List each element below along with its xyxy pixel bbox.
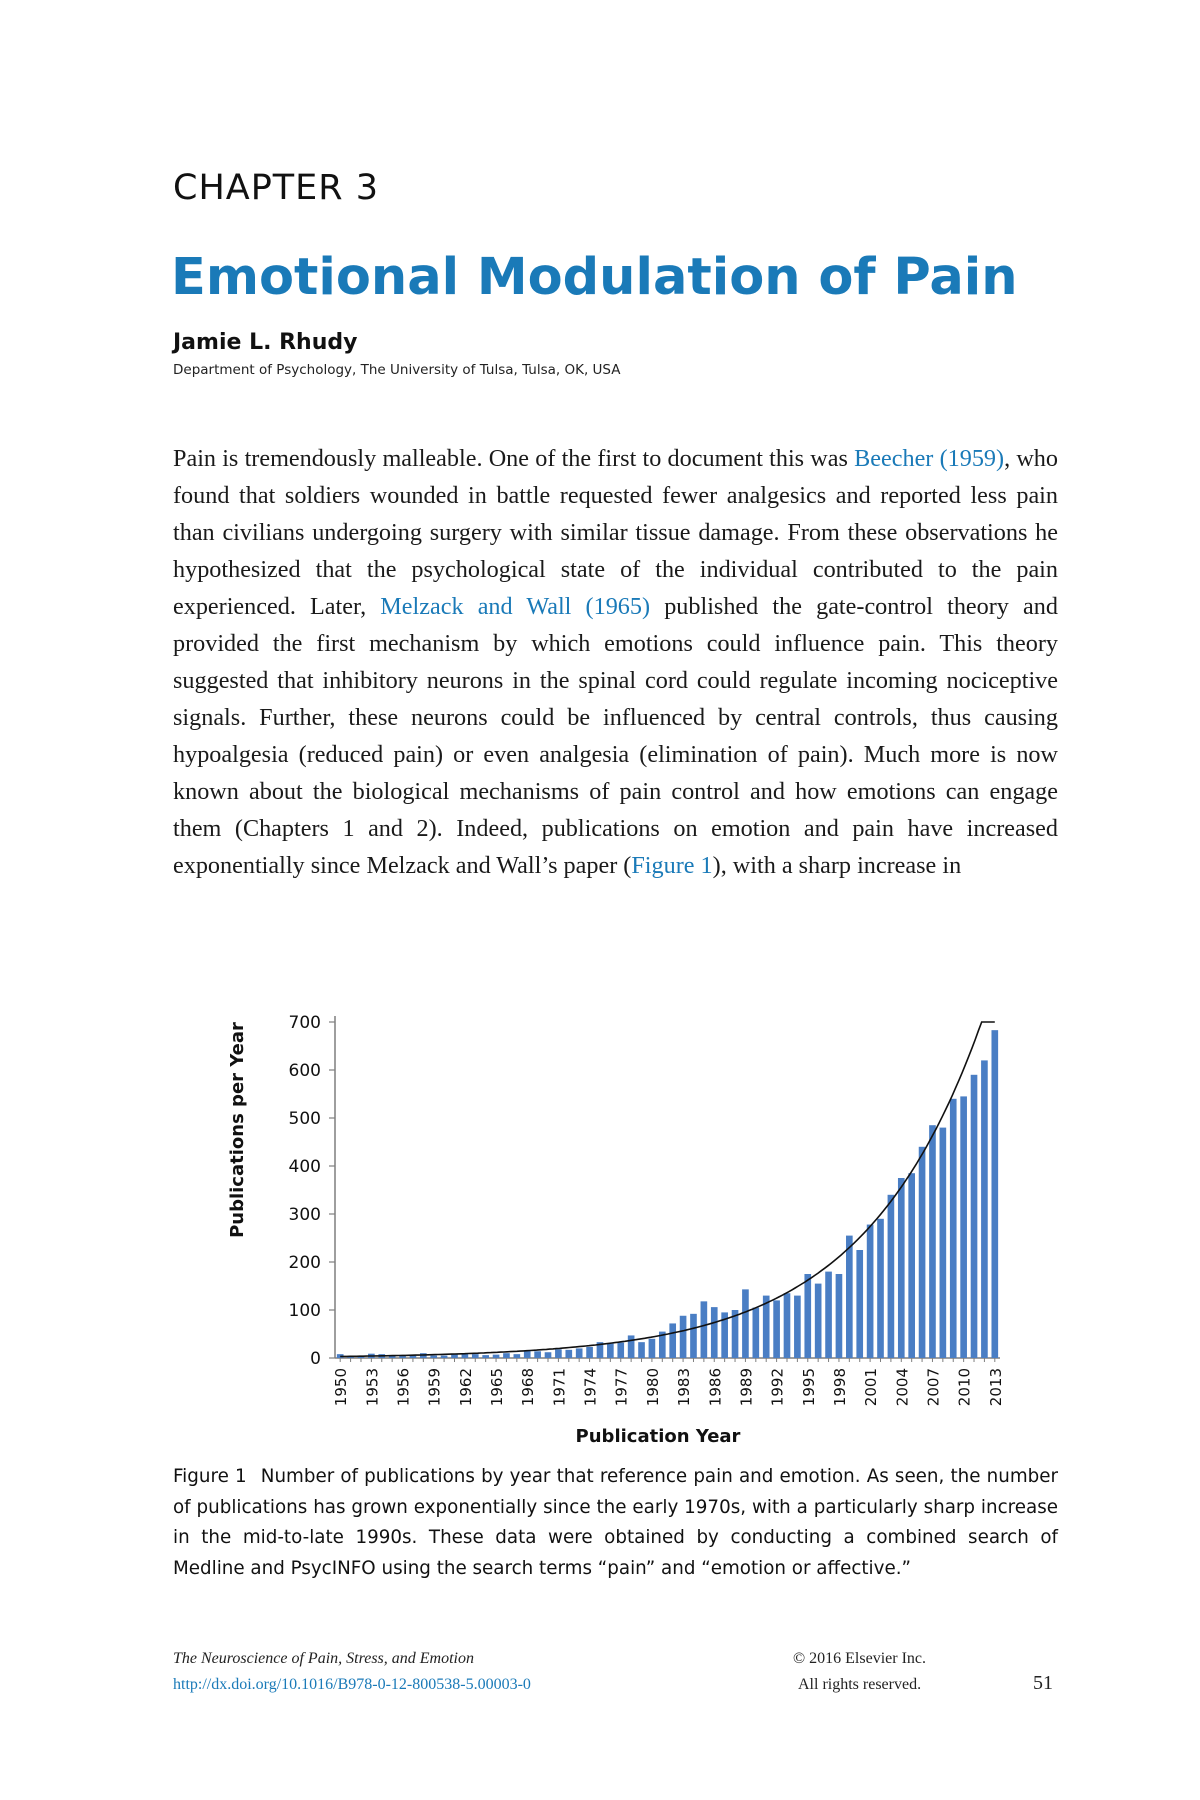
y-tick-label: 500 — [288, 1109, 321, 1129]
bar-2013 — [991, 1030, 998, 1358]
bar-1978 — [628, 1335, 635, 1358]
bar-1993 — [784, 1293, 791, 1358]
bar-1979 — [638, 1342, 645, 1358]
rights-notice: All rights reserved. — [798, 1676, 922, 1693]
x-tick-label: 2001 — [862, 1368, 881, 1407]
bar-1976 — [607, 1344, 614, 1358]
bar-1974 — [586, 1347, 593, 1358]
x-tick-label: 1971 — [550, 1368, 569, 1407]
bar-2004 — [898, 1178, 905, 1358]
y-tick-label: 400 — [288, 1157, 321, 1177]
bar-1997 — [825, 1272, 832, 1358]
bar-1980 — [649, 1339, 656, 1358]
bar-1951 — [347, 1357, 354, 1358]
x-tick-label: 1989 — [737, 1368, 756, 1407]
y-tick-label: 200 — [288, 1253, 321, 1273]
x-tick-label: 1950 — [332, 1368, 351, 1407]
doi-link[interactable]: http://dx.doi.org/10.1016/B978-0-12-800538-5.00003-0 — [173, 1676, 531, 1693]
bar-1956 — [399, 1356, 406, 1358]
bar-1985 — [701, 1301, 708, 1358]
bar-1969 — [534, 1351, 541, 1358]
bar-2002 — [877, 1219, 884, 1358]
bar-1998 — [836, 1274, 843, 1358]
x-tick-label: 2013 — [986, 1368, 1005, 1407]
bar-1984 — [690, 1314, 697, 1358]
x-tick-label: 2010 — [955, 1368, 974, 1407]
bar-1983 — [680, 1316, 687, 1358]
bar-2012 — [981, 1060, 988, 1358]
bar-1966 — [503, 1353, 510, 1358]
bar-1999 — [846, 1236, 853, 1358]
bar-2006 — [919, 1147, 926, 1358]
bar-1982 — [669, 1323, 676, 1358]
bar-1989 — [742, 1289, 749, 1358]
x-tick-label: 1959 — [425, 1368, 444, 1407]
exponential-trendline — [340, 1022, 995, 1357]
bar-2009 — [950, 1099, 957, 1358]
x-tick-label: 1965 — [488, 1368, 507, 1407]
figure-caption-label: Figure 1 — [173, 1466, 247, 1487]
bar-1965 — [493, 1355, 500, 1358]
book-title: The Neuroscience of Pain, Stress, and Emotion — [173, 1650, 474, 1667]
x-tick-label: 2007 — [924, 1368, 943, 1407]
chart-trendline-group — [340, 1022, 995, 1357]
citation-link-melzack-wall[interactable]: Melzack and Wall (1965) — [380, 593, 651, 620]
y-tick-label: 300 — [288, 1205, 321, 1225]
bar-1968 — [524, 1351, 531, 1358]
body-text-3: published the gate-control theory and provided the first mechanism by which emotions could influence pain. This theory suggested that inhibitory neurons in the spinal cord could regulate incoming nociceptive signals. Further, these neurons could be influenced by central controls, thus causing hypoalgesia (reduced pain) or even analgesia (elimination of pain). Much more is now known about the biological mechanisms of pain control and how emotions can engage them (Chapters 1 and 2). Indeed, publications on emotion and pain have increased exponentially since Melzack and Wall’s paper ( — [173, 593, 1058, 879]
bar-1994 — [794, 1296, 801, 1358]
x-tick-label: 1953 — [363, 1368, 382, 1407]
author-affiliation: Department of Psychology, The University of Tulsa, Tulsa, OK, USA — [173, 362, 621, 378]
bar-1967 — [514, 1354, 521, 1358]
bar-1964 — [482, 1355, 489, 1358]
bar-1963 — [472, 1354, 479, 1358]
figure-link[interactable]: Figure 1 — [631, 852, 713, 879]
x-tick-label: 1962 — [456, 1368, 475, 1407]
bar-2001 — [867, 1225, 874, 1358]
bar-1990 — [752, 1308, 759, 1358]
bar-2010 — [960, 1096, 967, 1358]
body-paragraph — [173, 440, 1058, 884]
bar-1971 — [555, 1349, 562, 1358]
bar-1996 — [815, 1284, 822, 1358]
y-tick-label: 100 — [288, 1301, 321, 1321]
bar-1972 — [565, 1350, 572, 1358]
body-text-2: , who found that soldiers wounded in battle requested fewer analgesics and reported less pain than civilians undergoing surgery with similar tissue damage. From these observations he hypothesized that the psychological state of the individual contributed to the pain experienced. Later, — [173, 445, 1058, 620]
bar-1995 — [804, 1274, 811, 1358]
x-tick-label: 1977 — [612, 1368, 631, 1407]
bar-1960 — [441, 1356, 448, 1358]
x-tick-label: 1992 — [768, 1368, 787, 1407]
chapter-label: CHAPTER 3 — [173, 168, 380, 208]
bar-1959 — [430, 1356, 437, 1358]
figure-caption-text: Number of publications by year that reference pain and emotion. As seen, the number of publications has grown exponentially since the early 1970s, with a particularly sharp increase in the mid-to-late 1990s. These data were obtained by conducting a combined search of Medline and PsycINFO using the search terms “pain” and “emotion or affective.” — [173, 1466, 1058, 1579]
x-tick-label: 1995 — [799, 1368, 818, 1407]
x-tick-label: 1956 — [394, 1368, 413, 1407]
figure-caption — [173, 1462, 1058, 1584]
bar-2003 — [888, 1195, 895, 1358]
bar-2011 — [971, 1075, 978, 1358]
body-text-1: Pain is tremendously malleable. One of the first to document this was — [173, 445, 855, 472]
chart-bars — [337, 1030, 998, 1358]
x-tick-label: 1986 — [706, 1368, 725, 1407]
bar-2000 — [856, 1250, 863, 1358]
bar-2007 — [929, 1125, 936, 1358]
x-tick-label: 1980 — [643, 1368, 662, 1407]
citation-link-beecher[interactable]: Beecher (1959) — [854, 445, 1005, 472]
chart-tick-labels — [289, 1013, 1005, 1406]
author-name: Jamie L. Rhudy — [173, 330, 358, 355]
bar-1986 — [711, 1307, 718, 1358]
y-axis-title: Publications per Year — [227, 1022, 248, 1238]
bar-1970 — [545, 1352, 552, 1358]
bar-1973 — [576, 1348, 583, 1358]
x-tick-label: 1974 — [581, 1368, 600, 1407]
x-tick-label: 2004 — [893, 1368, 912, 1407]
bar-1992 — [773, 1300, 780, 1358]
publications-bar-chart — [200, 980, 1020, 1450]
copyright-notice: © 2016 Elsevier Inc. — [793, 1650, 927, 1667]
body-text-4: ), with a sharp increase in — [712, 852, 962, 879]
y-tick-label: 600 — [288, 1061, 321, 1081]
bar-2005 — [908, 1173, 915, 1358]
x-tick-label: 1983 — [675, 1368, 694, 1407]
bar-1977 — [617, 1343, 624, 1358]
y-tick-label: 0 — [310, 1349, 321, 1369]
x-axis-title: Publication Year — [575, 1426, 741, 1447]
y-tick-label: 700 — [288, 1013, 321, 1033]
page-number: 51 — [1033, 1672, 1053, 1694]
x-tick-label: 1998 — [830, 1368, 849, 1407]
x-tick-label: 1968 — [519, 1368, 538, 1407]
bar-2008 — [940, 1128, 947, 1358]
chapter-title: Emotional Modulation of Pain — [171, 248, 1018, 307]
